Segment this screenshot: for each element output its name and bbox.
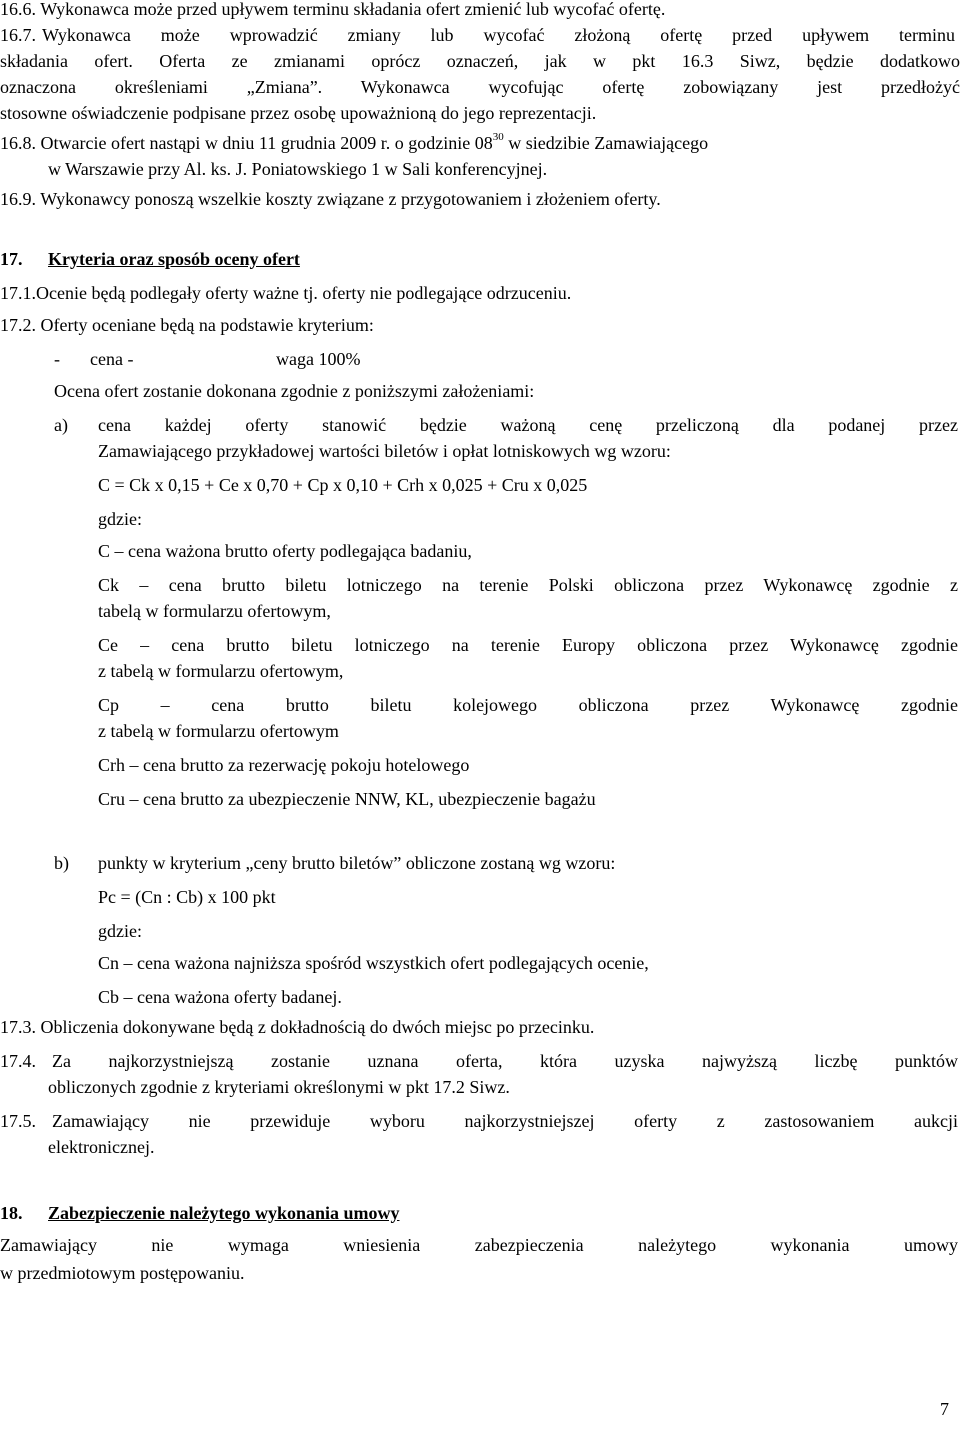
evaluation-intro: Ocena ofert zostanie dokonana zgodnie z poniższymi założeniami: [54, 381, 535, 401]
def-cn: Cn – cena ważona najniższa spośród wszystkich ofert podlegających ocenie, [98, 953, 649, 973]
def-cp-line-2: z tabelą w formularzu ofertowym [98, 721, 339, 741]
para-17-5-line-1: Zamawiający nie przewiduje wyboru najkorzystniejszej oferty z zastosowaniem aukcji [52, 1111, 958, 1131]
def-ck-line-1: Ck – cena brutto biletu lotniczego na terenie Polski obliczona przez Wykonawcę zgodnie z [98, 575, 958, 595]
para-16-7-line-3: oznaczona określeniami „Zmiana”. Wykonawca wycofując ofertę zobowiązany jest przedłożyć [0, 77, 960, 97]
section-18-line-2: w przedmiotowym postępowaniu. [0, 1263, 245, 1283]
item-b-line-1: punkty w kryterium „ceny brutto biletów” obliczone zostaną wg wzoru: [98, 853, 616, 873]
para-16-7-number: 16.7. [0, 25, 36, 45]
page-number: 7 [940, 1399, 949, 1419]
def-cru: Cru – cena brutto za ubezpieczenie NNW, KL, ubezpieczenie bagażu [98, 789, 596, 809]
para-16-8-superscript: 30 [492, 131, 504, 143]
para-16-6-number: 16.6. [0, 0, 36, 19]
section-17-number: 17. [0, 249, 23, 269]
para-16-9-text: Wykonawcy ponoszą wszelkie koszty związane z przygotowaniem i złożeniem oferty. [40, 189, 661, 209]
para-16-9-number: 16.9. [0, 189, 36, 209]
para-16-9 [0, 188, 661, 210]
def-cb: Cb – cena ważona oferty badanej. [98, 987, 342, 1007]
para-16-8-text-b: w siedzibie Zamawiającego [503, 133, 709, 153]
para-17-3-text: Obliczenia dokonywane będą z dokładnością do dwóch miejsc po przecinku. [40, 1017, 595, 1037]
para-16-8-number: 16.8. [0, 133, 36, 153]
para-16-7-line-4: stosowne oświadczenie podpisane przez osobę upoważnioną do jego reprezentacji. [0, 103, 597, 123]
para-17-2-text: Oferty oceniane będą na podstawie kryterium: [40, 315, 374, 335]
para-17-2 [0, 314, 374, 336]
para-16-6 [0, 0, 665, 20]
def-crh: Crh – cena brutto za rezerwację pokoju hotelowego [98, 755, 470, 775]
criterion-weight: waga 100% [276, 349, 361, 369]
para-16-8-line-2: w Warszawie przy Al. ks. J. Poniatowskiego 1 w Sali konferencyjnej. [48, 159, 548, 179]
def-ce-line-2: z tabelą w formularzu ofertowym, [98, 661, 344, 681]
para-17-3 [0, 1016, 594, 1038]
section-17-title: Kryteria oraz sposób oceny ofert [48, 249, 300, 269]
para-17-1-number: 17.1. [0, 283, 36, 303]
para-17-3-number: 17.3. [0, 1017, 36, 1037]
para-16-7-line-2: składania ofert. Oferta ze zmianami oprócz oznaczeń, jak w pkt 16.3 Siwz, będzie dodatkowo [0, 51, 960, 71]
para-16-6-text: Wykonawca może przed upływem terminu składania ofert zmienić lub wycofać ofertę. [40, 0, 666, 19]
def-ce-line-1: Ce – cena brutto biletu lotniczego na terenie Europy obliczona przez Wykonawcę zgodnie [98, 635, 958, 655]
criterion-dash: - [54, 349, 60, 369]
para-17-4-line-2: obliczonych zgodnie z kryteriami określonymi w pkt 17.2 Siwz. [48, 1077, 510, 1097]
para-17-4-number: 17.4. [0, 1051, 36, 1071]
criterion-line [54, 348, 360, 370]
section-18-number: 18. [0, 1203, 23, 1223]
def-c: C – cena ważona brutto oferty podlegająca badaniu, [98, 541, 472, 561]
para-17-4-line-1: Za najkorzystniejszą zostanie uznana oferta, która uzyska najwyższą liczbę punktów [52, 1051, 958, 1071]
para-17-1-text: Ocenie będą podlegały oferty ważne tj. oferty nie podlegające odrzuceniu. [36, 283, 572, 303]
para-16-8-line-1 [0, 132, 958, 154]
section-18-line-1: Zamawiający nie wymaga wniesienia zabezpieczenia należytego wykonania umowy [0, 1235, 958, 1255]
section-17-heading [0, 248, 300, 270]
section-18-heading [0, 1202, 399, 1224]
para-17-5-number: 17.5. [0, 1111, 36, 1131]
para-16-8-text-a: Otwarcie ofert nastąpi w dniu 11 grudnia 2009 r. o godzinie 08 [40, 133, 493, 153]
item-a-line-1: cena każdej oferty stanowić będzie ważoną cenę przeliczoną dla podanej przez [98, 415, 958, 435]
para-16-7-line-1 [0, 24, 955, 46]
item-b-where: gdzie: [98, 921, 142, 941]
def-ck-line-2: tabelą w formularzu ofertowym, [98, 601, 331, 621]
section-18-title: Zabezpieczenie należytego wykonania umowy [48, 1203, 400, 1223]
para-17-1 [0, 282, 571, 304]
def-cp-line-1: Cp – cena brutto biletu kolejowego obliczona przez Wykonawcę zgodnie [98, 695, 958, 715]
item-a-label: a) [54, 415, 68, 435]
item-b-label: b) [54, 853, 69, 873]
para-17-2-number: 17.2. [0, 315, 36, 335]
criterion-name: cena - [90, 349, 134, 369]
item-a-line-2: Zamawiającego przykładowej wartości biletów i opłat lotniskowych wg wzoru: [98, 441, 671, 461]
item-a-where: gdzie: [98, 509, 142, 529]
para-17-5-line-2: elektronicznej. [48, 1137, 155, 1157]
formula-pc: Pc = (Cn : Cb) x 100 pkt [98, 887, 276, 907]
formula-c: C = Ck x 0,15 + Ce x 0,70 + Cp x 0,10 + Crh x 0,025 + Cru x 0,025 [98, 475, 588, 495]
para-16-7-text-1: Wykonawca może wprowadzić zmiany lub wycofać złożoną ofertę przed upływem terminu [42, 25, 955, 45]
